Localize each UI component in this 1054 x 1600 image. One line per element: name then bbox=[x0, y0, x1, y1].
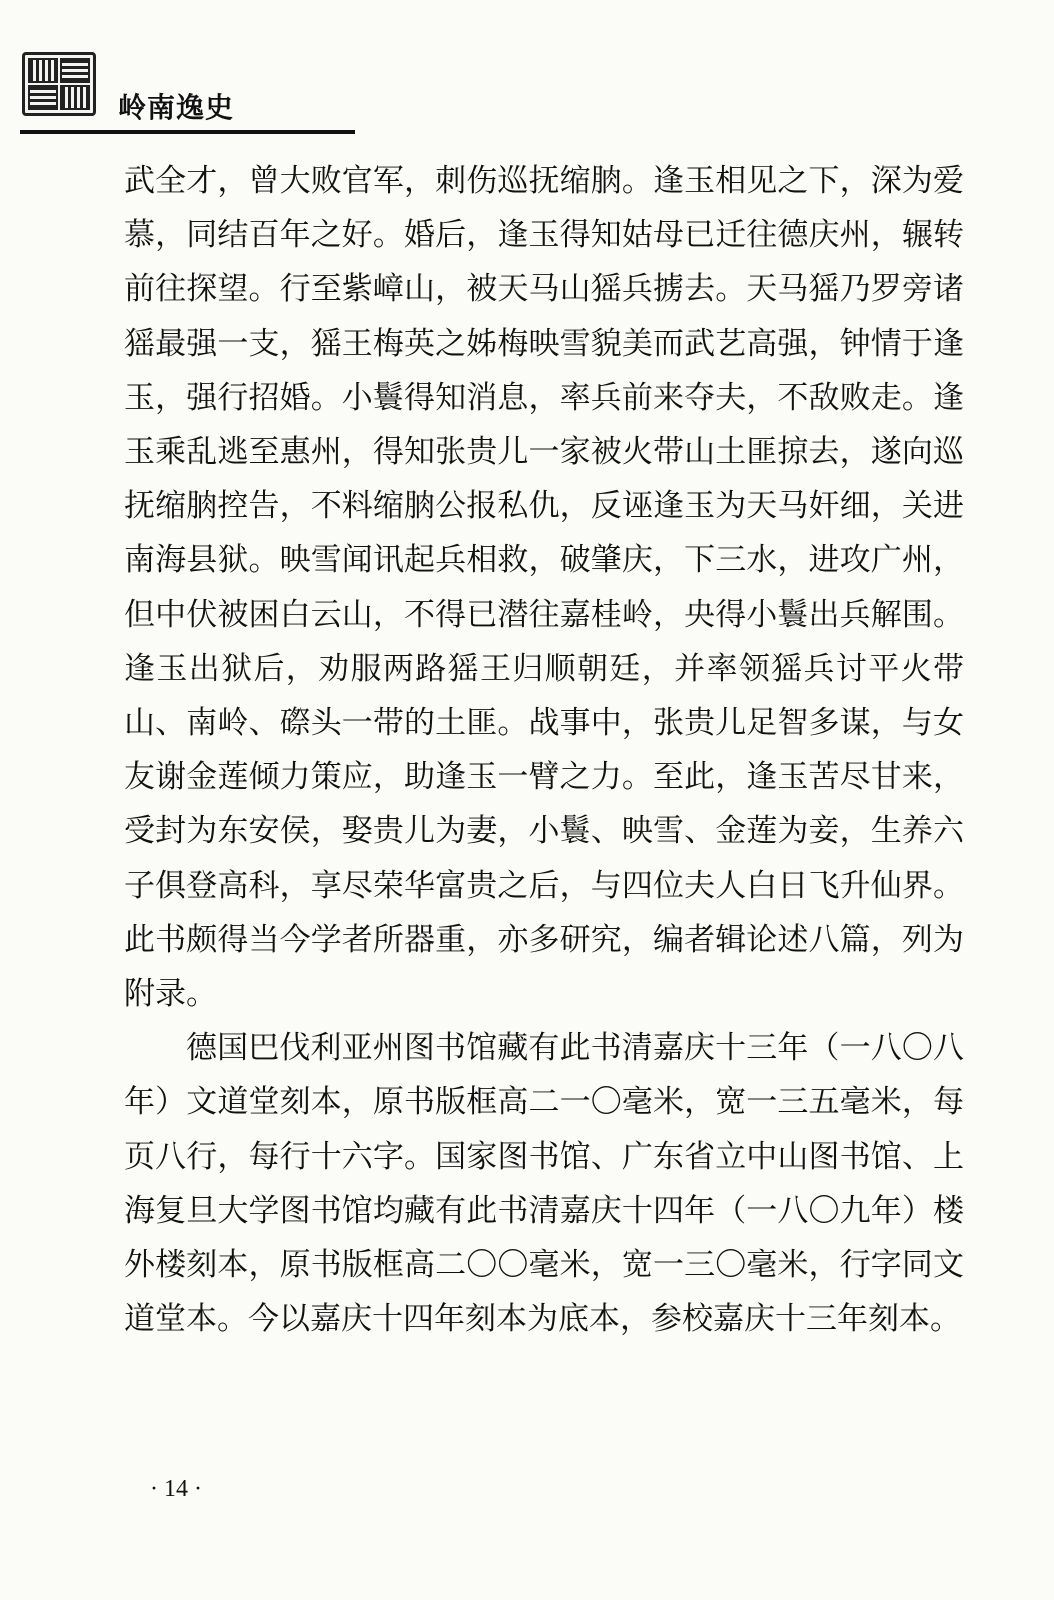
header-rule bbox=[20, 130, 355, 134]
page-number: · 14 · bbox=[150, 1476, 202, 1502]
seal-glyph bbox=[28, 58, 58, 83]
seal-glyph bbox=[60, 85, 90, 110]
running-header-title: 岭南逸史 bbox=[118, 91, 235, 124]
paragraph-edition-notes: 德国巴伐利亚州图书馆藏有此书清嘉庆十三年（一八〇八年）文道堂刻本，原书版框高二一〇毫米，宽一三五毫米，每页八行，每行十六字。国家图书馆、广东省立中山图书馆、上海复旦大学图书馆均藏有此书清嘉庆十四年（一八〇九年）楼外楼刻本，原书版框高二〇〇毫米，宽一三〇毫米，行字同文道堂本。今以嘉庆十四年刻本为底本，参校嘉庆十三年刻本。 bbox=[124, 1030, 964, 1338]
seal-glyph bbox=[28, 85, 58, 110]
paragraph-continued: 武全才，曾大败官军，刺伤巡抚缩朒。逢玉相见之下，深为爱慕，同结百年之好。婚后，逢玉得知姑母已迁往德庆州，辗转前往探望。行至紫嶂山，被天马山猺兵掳去。天马猺乃罗旁诸猺最强一支，猺王梅英之姊梅映雪貌美而武艺高强，钟情于逢玉，强行招婚。小鬟得知消息，率兵前来夺夫，不敌败走。逢玉乘乱逃至惠州，得知张贵儿一家被火带山土匪掠去，遂向巡抚缩朒控告，不料缩朒公报私仇，反诬逢玉为天马奸细，关进南海县狱。映雪闻讯起兵相救，破肇庆，下三水，进攻广州，但中伏被困白云山，不得已潜往嘉桂岭，央得小鬟出兵解围。逢玉出狱后，劝服两路猺王归顺朝廷，并率领猺兵讨平火带山、南岭、磜头一带的土匪。战事中，张贵儿足智多谋，与女友谢金莲倾力策应，助逢玉一臂之力。至此，逢玉苦尽甘来，受封为东安侯，娶贵儿为妻，小鬟、映雪、金莲为妾，生养六子俱登高科，享尽荣华富贵之后，与四位夫人白日飞升仙界。此书颇得当今学者所器重，亦多研究，编者辑论述八篇，列为附录。 bbox=[124, 163, 964, 1013]
publisher-seal-logo bbox=[22, 52, 96, 116]
body-text bbox=[124, 154, 964, 1346]
seal-glyph bbox=[60, 58, 90, 83]
